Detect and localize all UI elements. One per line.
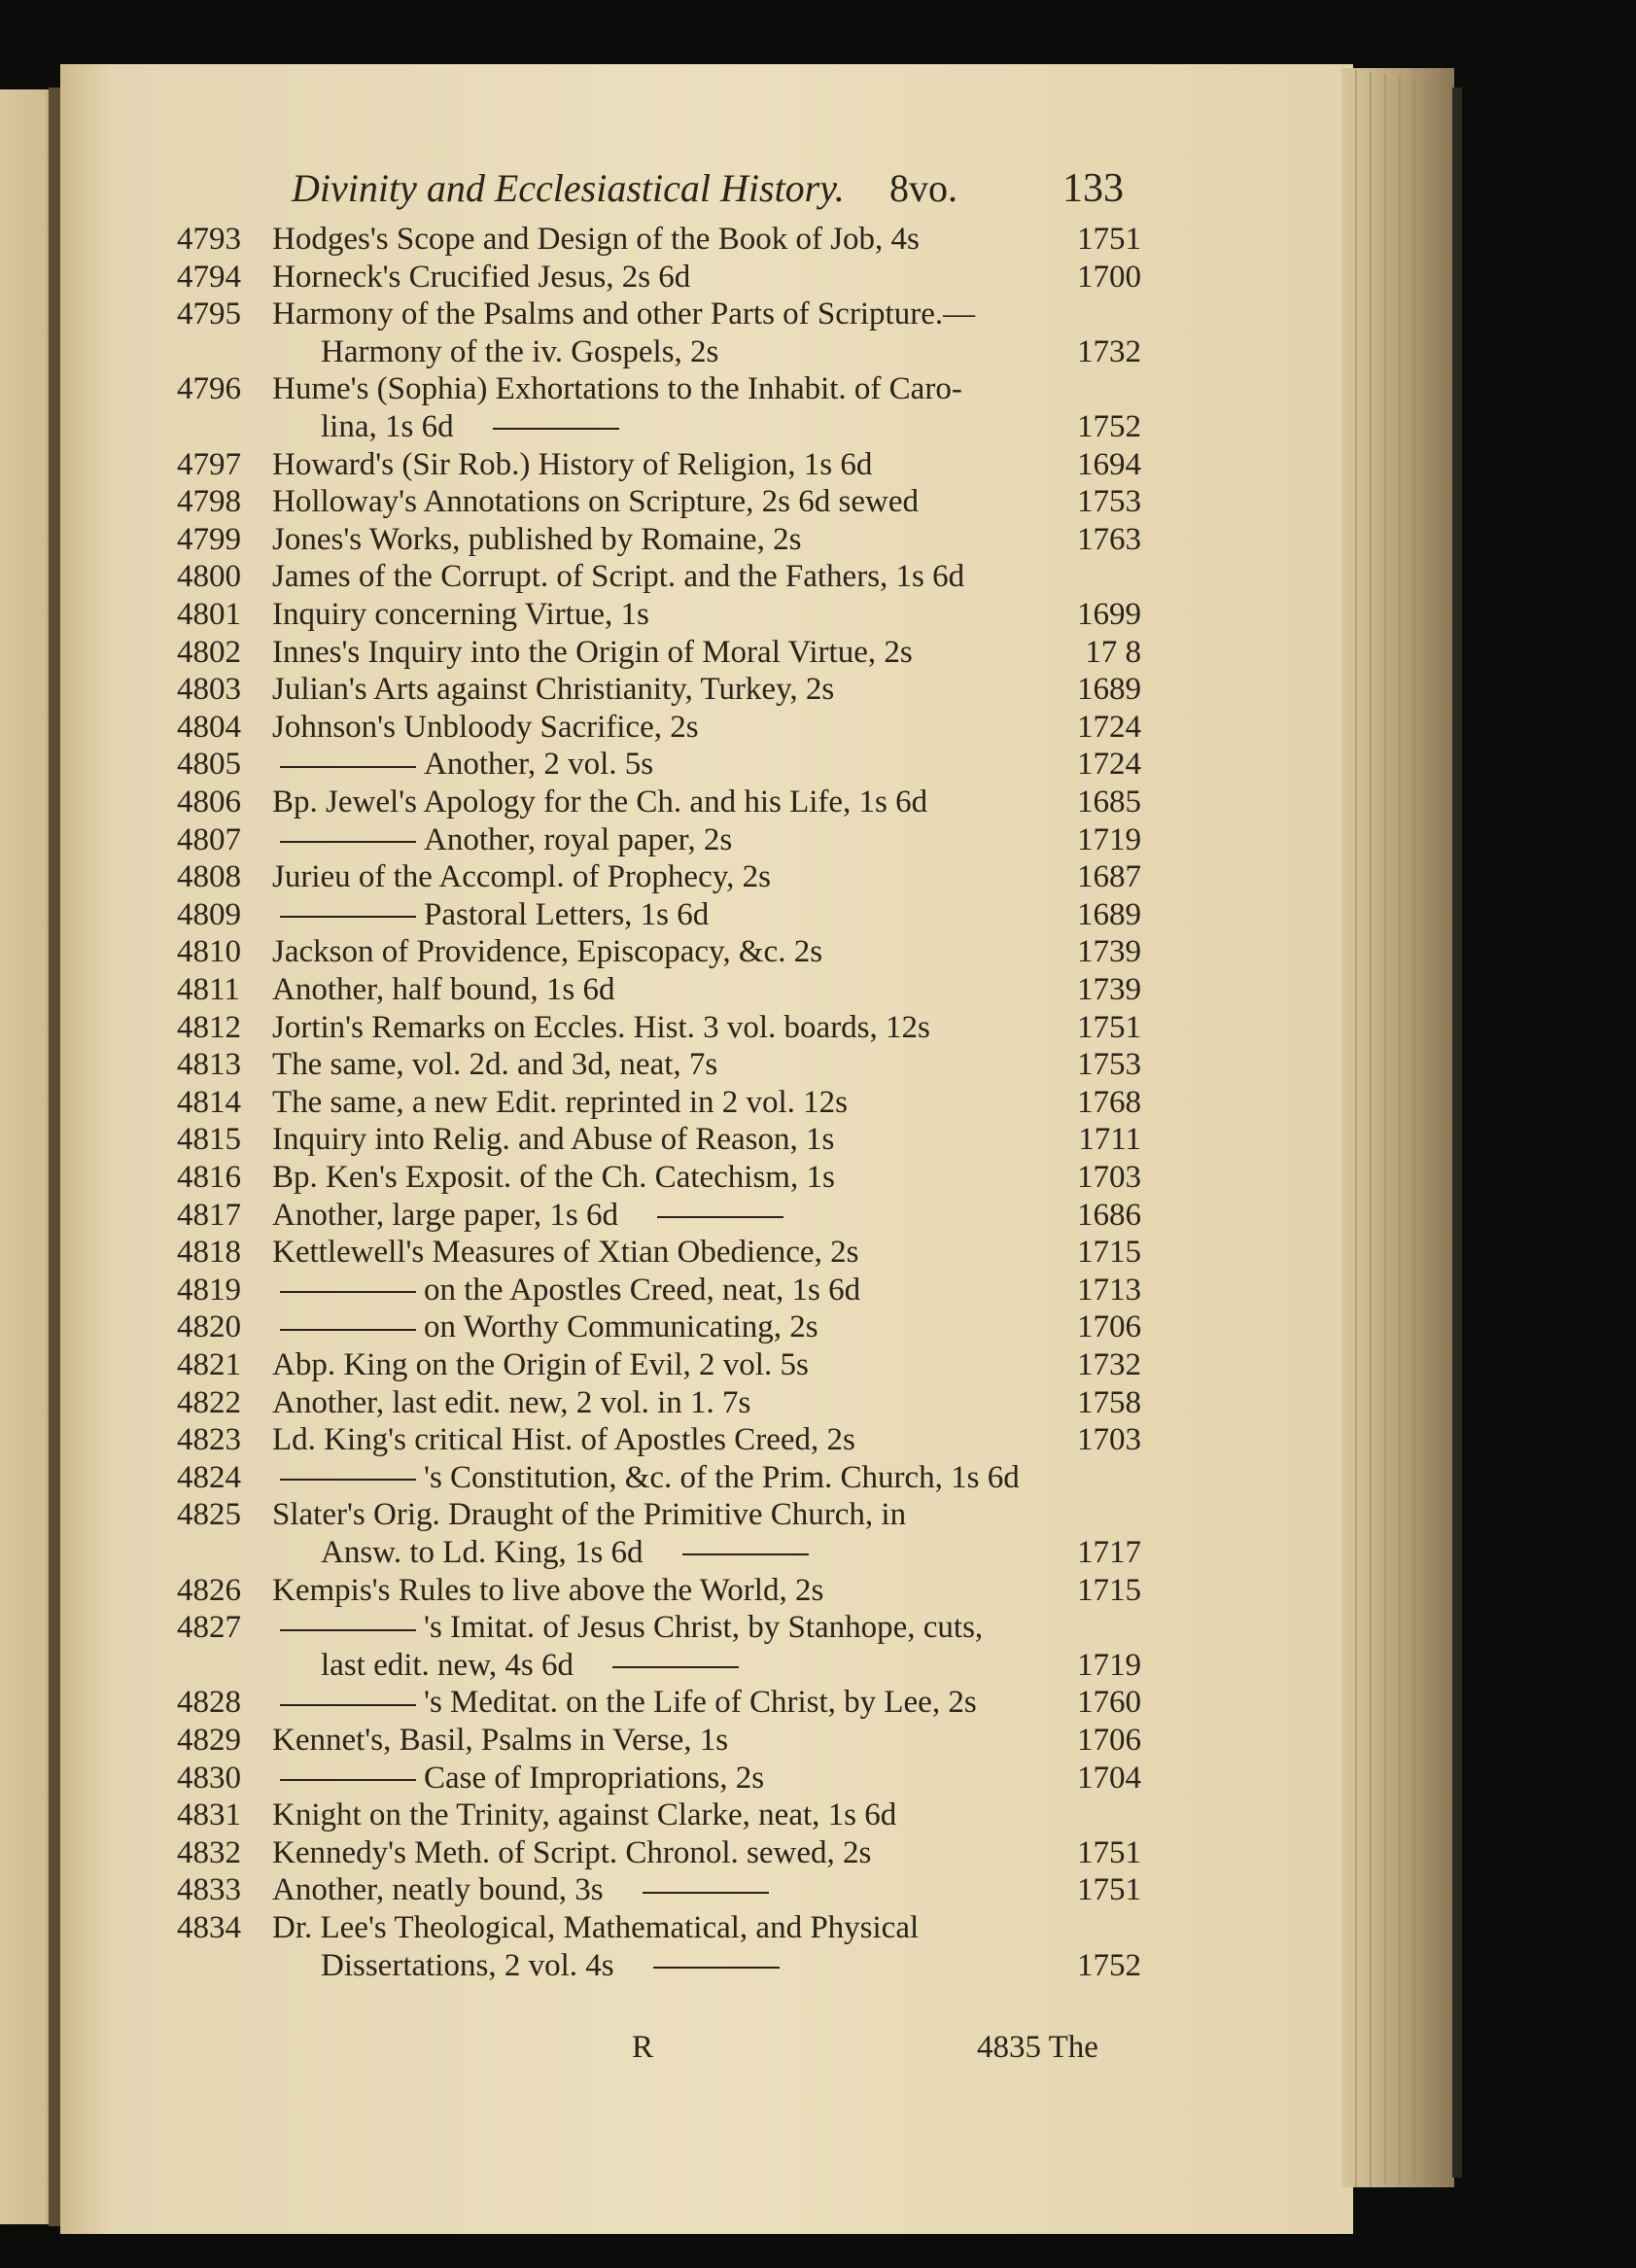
year: 1751	[1077, 222, 1141, 257]
ditto-rule	[280, 1779, 416, 1781]
entry-text: Another, neatly bound, 3s	[272, 1872, 604, 1908]
catalogue-entry	[177, 1460, 1141, 1499]
lot-number: 4805	[177, 747, 241, 783]
year: 1717	[1077, 1535, 1141, 1570]
entry-description	[272, 1273, 860, 1308]
entry-description	[272, 1723, 728, 1759]
entry-description	[272, 260, 690, 296]
entry-description	[272, 1085, 848, 1121]
entry-text: Jortin's Remarks on Eccles. Hist. 3 vol. boards, 12s	[272, 1009, 930, 1045]
lot-number: 4831	[177, 1797, 241, 1833]
lot-number: 4812	[177, 1009, 241, 1045]
entry-text: Jones's Works, published by Romaine, 2s	[272, 521, 802, 557]
entry-description	[272, 1910, 919, 1946]
year: 1719	[1077, 1647, 1141, 1683]
year: 1739	[1077, 972, 1141, 1007]
entry-description	[272, 897, 709, 933]
lot-number: 4828	[177, 1685, 241, 1721]
catalogue-entry	[177, 1047, 1141, 1086]
lot-number: 4794	[177, 259, 241, 295]
entry-text: Johnson's Unbloody Sacrifice, 2s	[272, 709, 699, 745]
catalogue-entry	[177, 1347, 1141, 1386]
catalogue-entry	[177, 1235, 1141, 1274]
entry-description	[272, 635, 913, 671]
entry-text: Pastoral Letters, 1s 6d	[424, 896, 710, 932]
entry-description	[272, 1309, 818, 1345]
lot-number: 4817	[177, 1197, 241, 1233]
year: 1687	[1077, 859, 1141, 895]
entry-text: Another, 2 vol. 5s	[424, 747, 654, 783]
year: 1724	[1077, 747, 1141, 783]
lot-number: 4807	[177, 821, 241, 857]
entry-text: Ld. King's critical Hist. of Apostles Creed, 2s	[272, 1422, 855, 1458]
ditto-rule	[280, 1704, 416, 1706]
catalogue-entry	[177, 672, 1141, 711]
year: 1703	[1077, 1160, 1141, 1195]
entry-text: Case of Impropriations, 2s	[424, 1760, 765, 1796]
catchword: 4835 The	[977, 2030, 1098, 2065]
ditto-rule	[280, 1291, 416, 1293]
year: 1751	[1077, 1872, 1141, 1908]
entry-text: Jurieu of the Accompl. of Prophecy, 2s	[272, 859, 771, 895]
entry-text: Another, royal paper, 2s	[424, 821, 733, 857]
entry-description	[272, 522, 801, 558]
entry-description	[272, 1460, 1020, 1496]
year: 1763	[1077, 521, 1141, 557]
entry-text: Harmony of the Psalms and other Parts of Scripture.—	[272, 297, 976, 332]
entry-text: on the Apostles Creed, neat, 1s 6d	[424, 1272, 861, 1308]
entry-description	[272, 297, 975, 332]
catalogue-entry	[177, 260, 1141, 298]
entry-description	[272, 672, 834, 708]
catalogue-entry	[177, 1385, 1141, 1424]
lot-number: 4804	[177, 709, 241, 745]
lot-number: 4797	[177, 446, 241, 482]
catalogue-entry	[177, 710, 1141, 749]
year: 1713	[1077, 1272, 1141, 1308]
catalogue-entry	[177, 297, 1141, 335]
catalogue-entry	[177, 559, 1141, 598]
year: 1700	[1077, 259, 1141, 295]
catalogue-entry	[177, 1797, 1141, 1836]
lot-number: 4811	[177, 972, 240, 1007]
entry-description	[272, 822, 732, 858]
catalogue-entry	[177, 484, 1141, 523]
lot-number: 4810	[177, 934, 241, 970]
lot-number: 4823	[177, 1422, 241, 1458]
lot-number: 4816	[177, 1160, 241, 1195]
catalogue-entry	[177, 1723, 1141, 1762]
year: 1751	[1077, 1009, 1141, 1045]
catalogue-entry	[177, 972, 1141, 1011]
catalogue-entry	[177, 371, 1141, 410]
lot-number: 4824	[177, 1459, 241, 1495]
entry-description	[272, 859, 771, 895]
catalogue-entry	[177, 222, 1141, 261]
year: 1706	[1077, 1309, 1141, 1345]
lot-number: 4820	[177, 1309, 241, 1345]
entry-description	[272, 1047, 717, 1083]
entry-text: Innes's Inquiry into the Origin of Moral Virtue, 2s	[272, 634, 913, 670]
year: 1752	[1077, 1947, 1141, 1983]
entry-description	[272, 1422, 855, 1458]
entry-description	[272, 222, 920, 258]
catalogue-entry	[177, 1535, 1141, 1574]
lot-number: 4829	[177, 1723, 241, 1758]
year: 1768	[1077, 1084, 1141, 1120]
lot-number: 4799	[177, 521, 241, 557]
year: 1719	[1077, 821, 1141, 857]
entry-text: Dissertations, 2 vol. 4s	[321, 1947, 614, 1983]
entry-description	[272, 972, 614, 1008]
catalogue-entry	[177, 1122, 1141, 1161]
entry-text: The same, a new Edit. reprinted in 2 vol. 12s	[272, 1084, 849, 1120]
catalogue-entry	[177, 747, 1141, 785]
entry-description	[272, 484, 919, 520]
catalogue-entry	[177, 1685, 1141, 1724]
catalogue-entry	[177, 859, 1141, 898]
catalogue-entry	[177, 409, 1141, 448]
catalogue-entry	[177, 635, 1141, 674]
year: 1694	[1077, 446, 1141, 482]
catalogue-entry	[177, 1309, 1141, 1348]
catalogue-entry	[177, 597, 1141, 636]
entry-text: Dr. Lee's Theological, Mathematical, and Physical	[272, 1910, 920, 1945]
entry-text: James of the Corrupt. of Script. and the Fathers, 1s 6d	[272, 559, 965, 595]
entry-description	[272, 1761, 764, 1797]
catalogue-entry	[177, 1910, 1141, 1949]
entry-description	[272, 1497, 906, 1533]
ditto-rule	[280, 916, 416, 918]
entry-text: Abp. King on the Origin of Evil, 2 vol. 5s	[272, 1347, 809, 1382]
catalogue-entry	[177, 1273, 1141, 1311]
year: 1758	[1077, 1384, 1141, 1420]
lot-number: 4827	[177, 1610, 241, 1646]
format-label: 8vo.	[889, 166, 957, 210]
lot-number: 4808	[177, 859, 241, 895]
catalogue-entry	[177, 1160, 1141, 1199]
entry-description	[272, 1198, 791, 1234]
catalogue-entry	[177, 897, 1141, 936]
year: 1703	[1077, 1422, 1141, 1458]
signature-mark: R	[632, 2030, 654, 2065]
lot-number: 4818	[177, 1235, 241, 1271]
entry-text: Bp. Jewel's Apology for the Ch. and his Life, 1s 6d	[272, 785, 928, 820]
entry-text: Kempis's Rules to live above the World, 2s	[272, 1572, 824, 1608]
entry-description	[272, 934, 822, 970]
entry-description	[272, 710, 699, 746]
entry-description	[272, 1872, 777, 1908]
lot-number: 4814	[177, 1084, 241, 1120]
entry-text: Another, large paper, 1s 6d	[272, 1197, 618, 1233]
entry-description	[272, 1685, 977, 1721]
entry-text: Another, last edit. new, 2 vol. in 1. 7s	[272, 1384, 751, 1420]
lot-number: 4833	[177, 1872, 241, 1908]
lot-number: 4813	[177, 1047, 241, 1083]
catalogue-entry	[177, 785, 1141, 823]
entry-text: Horneck's Crucified Jesus, 2s 6d	[272, 259, 691, 295]
year: 1699	[1077, 597, 1141, 632]
catalogue-entry	[177, 934, 1141, 973]
ditto-rule	[280, 1629, 416, 1631]
lot-number: 4815	[177, 1122, 241, 1158]
lot-number: 4798	[177, 484, 241, 520]
catalogue-entry	[177, 1010, 1141, 1049]
year: 1752	[1077, 409, 1141, 444]
entry-description	[321, 409, 627, 445]
catalogue-entry	[177, 822, 1141, 861]
entry-description	[272, 597, 649, 633]
year: 1732	[1077, 333, 1141, 369]
entry-description	[272, 1122, 834, 1158]
entry-description	[272, 559, 964, 595]
entry-text: Kettlewell's Measures of Xtian Obedience, 2s	[272, 1235, 859, 1271]
year: 1760	[1077, 1685, 1141, 1721]
lot-number: 4795	[177, 297, 241, 332]
year: 1706	[1077, 1723, 1141, 1758]
entry-text: Bp. Ken's Exposit. of the Ch. Catechism, 1s	[272, 1160, 835, 1195]
catalogue-entry	[177, 1422, 1141, 1461]
lot-number: 4806	[177, 785, 241, 820]
entry-description	[272, 1385, 750, 1421]
entry-text: Julian's Arts against Christianity, Turkey, 2s	[272, 672, 835, 708]
entry-text: Answ. to Ld. King, 1s 6d	[321, 1535, 644, 1570]
ditto-rule	[280, 1479, 416, 1481]
entry-text: Inquiry into Relig. and Abuse of Reason, 1s	[272, 1122, 835, 1158]
entry-description	[272, 785, 927, 820]
entry-description	[321, 334, 718, 370]
lot-number: 4822	[177, 1384, 241, 1420]
entry-text: Holloway's Annotations on Scripture, 2s 6d sewed	[272, 484, 919, 520]
catalogue-entry	[177, 522, 1141, 561]
entry-text: 's Meditat. on the Life of Christ, by Lee, 2s	[424, 1685, 977, 1721]
spacer-rule	[653, 1967, 780, 1969]
entry-description	[272, 1797, 896, 1833]
year: 1753	[1077, 1047, 1141, 1083]
catalogue-entry	[177, 1085, 1141, 1124]
entry-text: 's Imitat. of Jesus Christ, by Stanhope, cuts,	[424, 1610, 984, 1646]
year: 1715	[1077, 1235, 1141, 1271]
lot-number: 4793	[177, 222, 241, 257]
lot-number: 4803	[177, 672, 241, 708]
ditto-rule	[280, 1329, 416, 1331]
year: 1753	[1077, 484, 1141, 520]
spacer-rule	[612, 1666, 739, 1668]
year: 1685	[1077, 785, 1141, 820]
entry-description	[321, 1948, 787, 1984]
year: 1751	[1077, 1834, 1141, 1870]
entry-text: Hume's (Sophia) Exhortations to the Inhabit. of Caro-	[272, 371, 962, 407]
running-head: Divinity and Ecclesiastical History.	[292, 166, 845, 210]
entry-description	[272, 1160, 835, 1196]
year: 1686	[1077, 1197, 1141, 1233]
catalogue-entry	[177, 1573, 1141, 1612]
catalogue-entry	[177, 1610, 1141, 1649]
lot-number: 4801	[177, 597, 241, 632]
lot-number: 4825	[177, 1497, 241, 1533]
year: 1711	[1078, 1122, 1141, 1158]
lot-number: 4821	[177, 1347, 241, 1382]
catalogue-entry	[177, 1872, 1141, 1911]
year: 1715	[1077, 1572, 1141, 1608]
lot-number: 4834	[177, 1910, 241, 1945]
entry-text: last edit. new, 4s 6d	[321, 1647, 574, 1683]
entry-text: on Worthy Communicating, 2s	[424, 1309, 818, 1345]
year: 1689	[1077, 896, 1141, 932]
entry-text: Harmony of the iv. Gospels, 2s	[321, 333, 719, 369]
entry-description	[272, 1347, 809, 1383]
page-number: 133	[1062, 166, 1124, 211]
catalogue-entry	[177, 1948, 1141, 1987]
entry-description	[272, 1235, 858, 1271]
year: 1732	[1077, 1347, 1141, 1382]
entry-description	[272, 1835, 871, 1871]
lot-number: 4819	[177, 1272, 241, 1308]
catalogue-entry	[177, 1198, 1141, 1237]
spacer-rule	[643, 1892, 769, 1894]
lot-number: 4809	[177, 896, 241, 932]
catalogue-entry	[177, 1835, 1141, 1874]
entry-description	[272, 1010, 930, 1046]
spacer-rule	[682, 1553, 809, 1555]
entry-text: Kennedy's Meth. of Script. Chronol. sewed, 2s	[272, 1834, 872, 1870]
lot-number: 4832	[177, 1834, 241, 1870]
catalogue-entry	[177, 1648, 1141, 1687]
catalogue-entry	[177, 447, 1141, 486]
spacer-rule	[493, 428, 619, 430]
entry-text: Slater's Orig. Draught of the Primitive Church, in	[272, 1497, 907, 1533]
entry-description	[321, 1535, 817, 1571]
year: 17 8	[1085, 634, 1141, 670]
year: 1724	[1077, 709, 1141, 745]
entry-text: The same, vol. 2d. and 3d, neat, 7s	[272, 1047, 718, 1083]
ditto-rule	[280, 766, 416, 768]
catalogue-entry	[177, 1761, 1141, 1799]
entry-text: 's Constitution, &c. of the Prim. Church, 1s 6d	[424, 1459, 1020, 1495]
entry-text: Inquiry concerning Virtue, 1s	[272, 597, 649, 632]
entry-text: Jackson of Providence, Episcopacy, &c. 2s	[272, 934, 823, 970]
entry-text: lina, 1s 6d	[321, 409, 454, 444]
lot-number: 4826	[177, 1572, 241, 1608]
entry-description	[272, 747, 653, 783]
year: 1704	[1077, 1760, 1141, 1796]
lot-number: 4802	[177, 634, 241, 670]
year: 1689	[1077, 672, 1141, 708]
lot-number: 4800	[177, 559, 241, 595]
entry-text: Howard's (Sir Rob.) History of Religion, 1s 6d	[272, 446, 873, 482]
ditto-rule	[280, 841, 416, 843]
lot-number: 4830	[177, 1760, 241, 1796]
year: 1739	[1077, 934, 1141, 970]
entry-text: Hodges's Scope and Design of the Book of Job, 4s	[272, 222, 920, 257]
entry-text: Kennet's, Basil, Psalms in Verse, 1s	[272, 1723, 729, 1758]
lot-number: 4796	[177, 371, 241, 407]
catalogue-entry	[177, 334, 1141, 373]
entry-text: Knight on the Trinity, against Clarke, neat, 1s 6d	[272, 1797, 897, 1833]
spacer-rule	[657, 1216, 783, 1218]
entry-description	[272, 447, 872, 483]
entry-description	[272, 1573, 823, 1609]
entry-description	[272, 1610, 983, 1646]
entry-text: Another, half bound, 1s 6d	[272, 972, 615, 1007]
entry-description	[272, 371, 962, 407]
catalogue-entry	[177, 1497, 1141, 1536]
entry-description	[321, 1648, 747, 1684]
